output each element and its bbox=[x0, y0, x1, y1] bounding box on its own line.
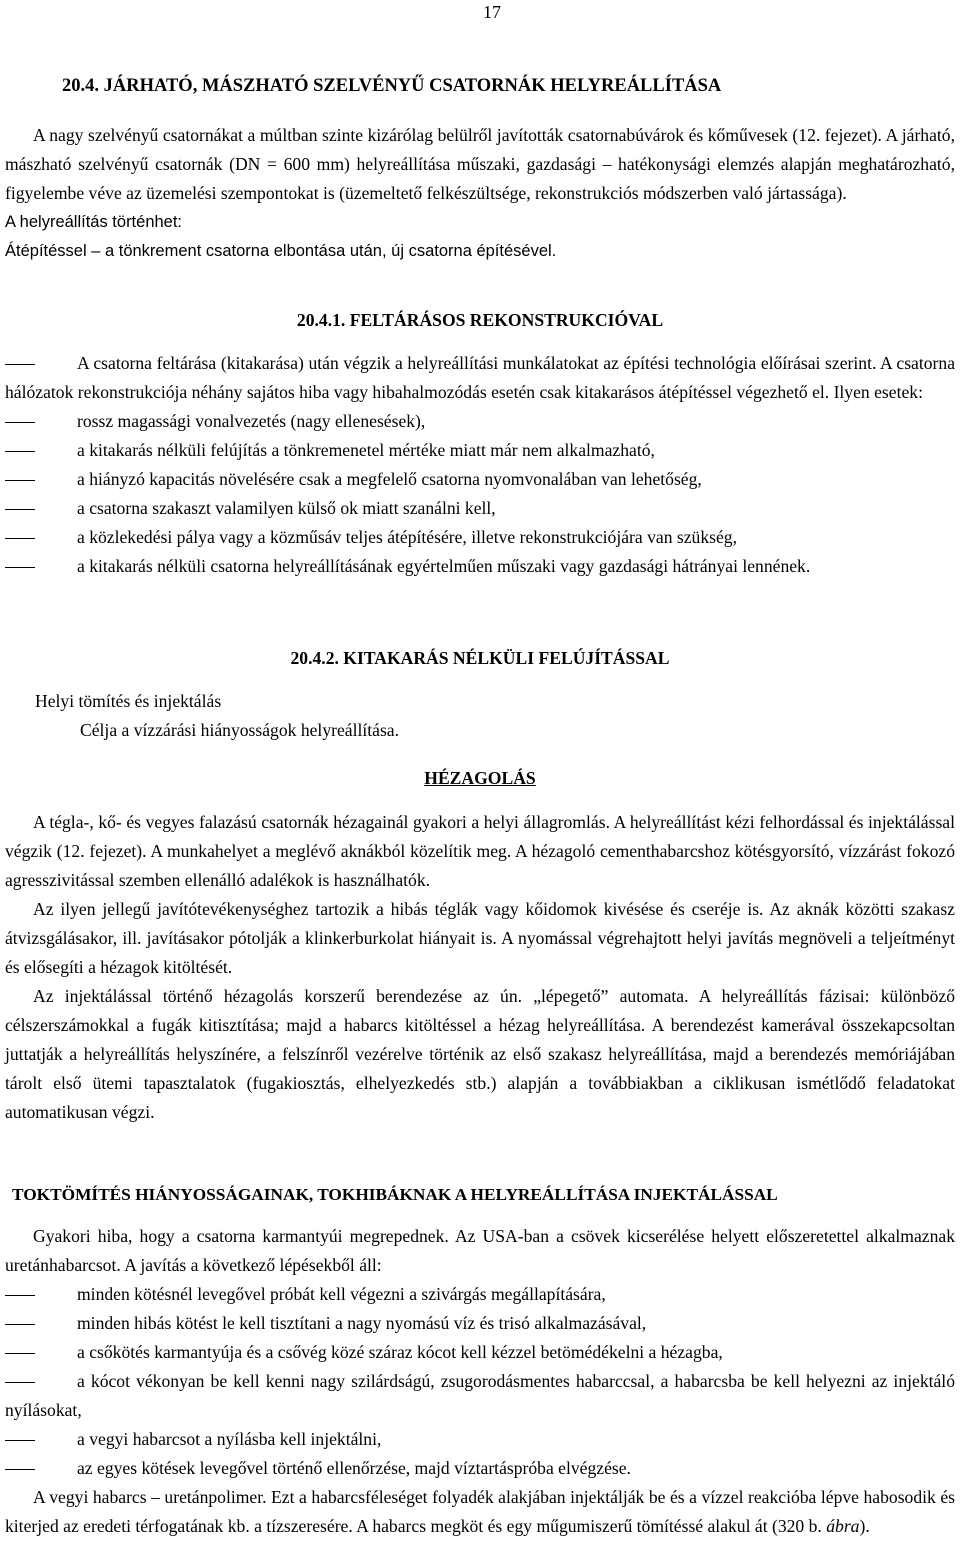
list-item: a kitakarás nélküli csatorna helyreállításának egyértelműen műszaki vagy gazdasági hátrányai lennének. bbox=[5, 552, 955, 581]
dash-mark bbox=[5, 480, 35, 481]
hezagolas-paragraph-3: Az injektálással történő hézagolás korszerű berendezése az ún. „lépegető” automata. A helyreállítás fázisai: különböző célszerszámokkal a fugák kitisztítása; majd a habarcs kitöltéssel a hézag helyreállítása. A berendezést kamerával összekapcsoltan juttatják a helyreállítás helyszínére, a felszínről vezérelve történik az első szakasz helyreállítása, majd a berendezés memóriájában tárolt első ütemi tapasztalatok (fugakiosztás, elhelyezkedés stb.) alapján a továbbiakban a ciklikusan ismétlődő feladatokat automatikusan végzi. bbox=[5, 986, 955, 1122]
section-2041-body bbox=[5, 349, 955, 581]
list-item: a kócot vékonyan be kell kenni nagy szilárdságú, zsugorodásmentes habarccsal, a habarcsba be kell helyezni az injektáló nyílásokat, bbox=[5, 1371, 955, 1420]
intro-line-3: Átépítéssel – a tönkrement csatorna elbontása után, új csatorna építésével. bbox=[5, 242, 557, 260]
dash-mark bbox=[5, 451, 35, 452]
section-2041-paragraph bbox=[5, 349, 955, 407]
section-heading-2042: 20.4.2. KITAKARÁS NÉLKÜLI FELÚJÍTÁSSAL bbox=[290, 648, 670, 668]
hezagolas-body bbox=[5, 808, 955, 1127]
page-number: 17 bbox=[483, 2, 501, 22]
section-2042-body bbox=[35, 687, 935, 745]
section-heading-2041: 20.4.1. FELTÁRÁSOS REKONSTRUKCIÓVAL bbox=[296, 310, 664, 330]
subheading-helyi-tomites: Helyi tömítés és injektálás bbox=[35, 691, 222, 711]
list-item: rossz magassági vonalvezetés (nagy ellenesések), bbox=[5, 407, 955, 436]
intro-paragraph: A nagy szelvényű csatornákat a múltban szinte kizárólag belülről javították csatornabúvárok és kőművesek (12. fejezet). A járható, mászható szelvényű csatornák (DN = 600 mm) helyreállítása műszaki, gazdasági – hatékonysági elemzés alapján meghatározható, figyelembe véve az üzemelési szempontokat is (üzemeltető felkészültsége, rekonstrukciós módszerben való jártassága). bbox=[5, 125, 955, 203]
section-2041-text: A csatorna feltárása (kitakarása) után végzik a helyreállítási munkálatokat az építési technológia előírásai szerint. A csatorna hálózatok rekonstrukciója néhány sajátos hiba vagy hibahalmozódás esetén csak kitakarásos átépítéssel végezhető el. Ilyen esetek: bbox=[5, 353, 955, 402]
list-item: a hiányzó kapacitás növelésére csak a megfelelő csatorna nyomvonalában van lehetőség, bbox=[5, 465, 955, 494]
list-item: a kitakarás nélküli felújítás a tönkremenetel mértéke miatt már nem alkalmazható, bbox=[5, 436, 955, 465]
hezagolas-paragraph-2: Az ilyen jellegű javítótevékenységhez tartozik a hibás téglák vagy kőidomok kivésése és cseréje is. Az aknák közötti szakasz átvizsgálásakor, ill. javításakor pótolják a klinkerburkolat hiányait is. A nyomással végrehajtott helyi javítás megnöveli a teljeítményt és elősegíti a hézagok kitöltését. bbox=[5, 899, 955, 977]
list-item: a csőkötés karmantyúja és a csővég közé száraz kócot kell kézzel betömédékelni a hézagba, bbox=[5, 1338, 955, 1367]
dash-mark bbox=[5, 1295, 35, 1296]
heading-hezagolas: HÉZAGOLÁS bbox=[424, 768, 536, 788]
list-item: minden kötésnél levegővel próbát kell végezni a szivárgás megállapítására, bbox=[5, 1280, 955, 1309]
dash-mark bbox=[5, 364, 35, 365]
list-item: a csatorna szakaszt valamilyen külső ok miatt szanálni kell, bbox=[5, 494, 955, 523]
goal-text: Célja a vízzárási hiányosságok helyreállítása. bbox=[80, 720, 400, 740]
dash-mark bbox=[5, 567, 35, 568]
list-item: a vegyi habarcsot a nyílásba kell injektálni, bbox=[5, 1425, 955, 1454]
dash-mark bbox=[5, 509, 35, 510]
dash-mark bbox=[5, 1324, 35, 1325]
list-item: a közlekedési pálya vagy a közműsáv teljes átépítésére, illetve rekonstrukciójára van szükség, bbox=[5, 523, 955, 552]
dash-mark bbox=[5, 1353, 35, 1354]
list-item: az egyes kötések levegővel történő ellenőrzése, majd víztartáspróba elvégzése. bbox=[5, 1454, 955, 1483]
toktomites-list bbox=[5, 1280, 955, 1483]
dash-mark bbox=[5, 1440, 35, 1441]
main-heading: 20.4. JÁRHATÓ, MÁSZHATÓ SZELVÉNYŰ CSATORNÁK HELYREÁLLÍTÁSA bbox=[62, 76, 722, 96]
dash-mark bbox=[5, 1469, 35, 1470]
section-2041-list bbox=[5, 407, 955, 581]
heading-toktomites: TOKTÖMÍTÉS HIÁNYOSSÁGAINAK, TOKHIBÁKNAK A HELYREÁLLÍTÁSA INJEKTÁLÁSSAL bbox=[12, 1185, 778, 1204]
dash-mark bbox=[5, 538, 35, 539]
toktomites-paragraph-1: Gyakori hiba, hogy a csatorna karmantyúi megrepednek. Az USA-ban a csövek kicserélése helyett előszeretettel alkalmaznak uretánhabarcsot. A javítás a következő lépésekből áll: bbox=[5, 1226, 955, 1275]
hezagolas-paragraph-1: A tégla-, kő- és vegyes falazású csatornák hézagainál gyakori a helyi állagromlás. A helyreállítást kézi felhordással és injektálással végzik (12. fejezet). A munkahelyet a meglévő aknákból közelítik meg. A hézagoló cementhabarcshoz kötésgyorsító, vízzárást fokozó agresszivitással szemben ellenálló adalékok is használhatók. bbox=[5, 812, 955, 890]
dash-mark bbox=[5, 422, 35, 423]
figure-reference: ábra bbox=[826, 1516, 860, 1536]
intro-line-2: A helyreállítás történhet: bbox=[5, 213, 183, 231]
dash-mark bbox=[5, 1382, 35, 1383]
toktomites-paragraph-2: A vegyi habarcs – uretánpolimer. Ezt a habarcsféleséget folyadék alakjában injektálják be és a vízzel reakcióba lépve habosodik és kiterjed az eredeti térfogatának kb. a tízszeresére. A habarcs megköt és egy műgumiszerű tömítéssé alakul át (320 b. ábra). bbox=[5, 1487, 955, 1536]
toktomites-body bbox=[5, 1222, 955, 1541]
intro-section bbox=[5, 121, 955, 266]
list-item: minden hibás kötést le kell tisztítani a nagy nyomású víz és trisó alkalmazásával, bbox=[5, 1309, 955, 1338]
